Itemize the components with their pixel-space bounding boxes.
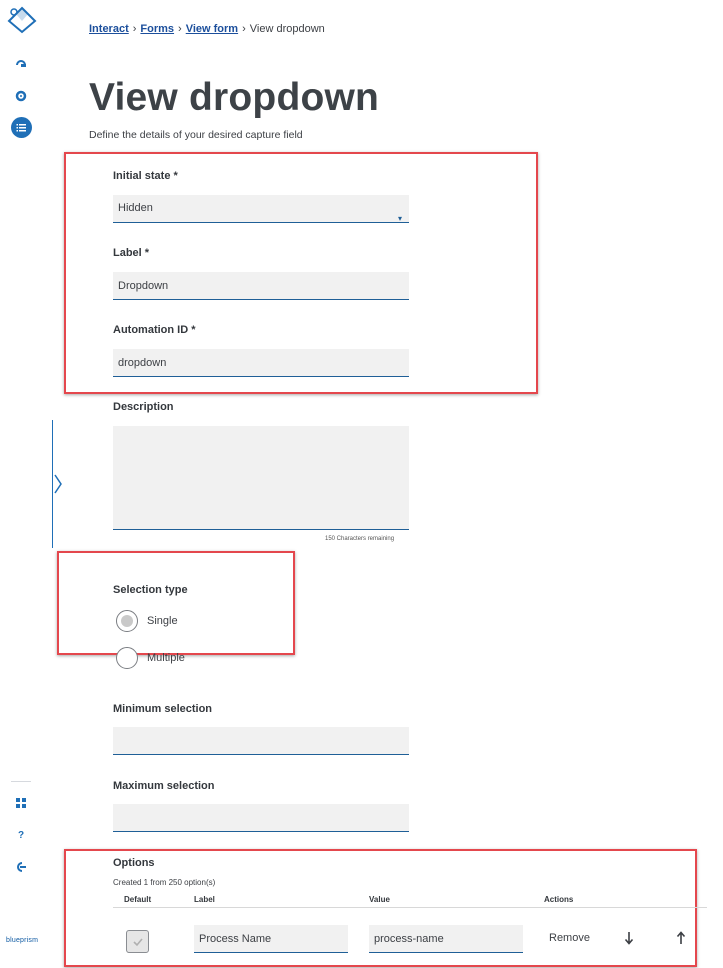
radio-multiple-label: Multiple	[147, 652, 185, 664]
maximum-selection-input[interactable]	[113, 804, 409, 832]
default-checkbox[interactable]	[126, 930, 149, 953]
radio-single[interactable]	[116, 610, 138, 632]
remove-option-button[interactable]: Remove	[549, 932, 590, 944]
logo-icon[interactable]	[6, 4, 38, 36]
initial-state-value: Hidden	[118, 202, 153, 214]
logout-icon[interactable]	[12, 858, 30, 876]
breadcrumb-view-form[interactable]: View form	[185, 23, 239, 35]
minimum-selection-label: Minimum selection	[113, 703, 213, 715]
breadcrumb-separator: ›	[132, 23, 137, 35]
page-title: View dropdown	[89, 76, 380, 119]
column-header-label: Label	[194, 895, 215, 904]
automation-id-label: Automation ID *	[113, 324, 196, 336]
column-header-default: Default	[124, 895, 152, 904]
column-header-actions: Actions	[544, 895, 574, 904]
options-heading: Options	[113, 857, 155, 869]
option-value-input[interactable]	[369, 925, 523, 953]
breadcrumb-separator: ›	[178, 23, 182, 35]
breadcrumb-interact[interactable]: Interact	[89, 23, 129, 35]
chevron-down-icon: ▾	[397, 214, 402, 223]
table-header-divider	[113, 907, 707, 908]
radio-multiple[interactable]	[116, 647, 138, 669]
label-field-label: Label *	[113, 247, 150, 259]
expand-chevron-icon[interactable]	[52, 472, 64, 496]
list-icon[interactable]	[11, 117, 32, 138]
label-input[interactable]	[113, 272, 409, 300]
checkmark-icon	[132, 936, 144, 948]
description-label: Description	[113, 401, 174, 413]
description-textarea[interactable]	[113, 426, 409, 530]
minimum-selection-input[interactable]	[113, 727, 409, 755]
highlight-box-selection	[57, 551, 295, 655]
move-up-icon[interactable]	[676, 931, 686, 950]
initial-state-select[interactable]	[113, 195, 409, 223]
sidebar	[0, 0, 42, 968]
cog-icon[interactable]	[12, 87, 30, 105]
brand-wordmark: blueprism	[6, 937, 39, 944]
forms-icon[interactable]	[12, 56, 30, 74]
selection-type-label: Selection type	[113, 584, 188, 596]
radio-single-label: Single	[147, 615, 178, 627]
help-icon[interactable]: ?	[17, 829, 25, 841]
breadcrumb-current: View dropdown	[249, 23, 325, 35]
grid-icon[interactable]	[12, 794, 30, 812]
column-header-value: Value	[369, 895, 390, 904]
option-label-input[interactable]	[194, 925, 348, 953]
move-down-icon[interactable]	[624, 931, 634, 950]
breadcrumb	[89, 23, 325, 35]
radio-selected-dot	[121, 615, 133, 627]
maximum-selection-label: Maximum selection	[113, 780, 215, 792]
initial-state-label: Initial state *	[113, 170, 178, 182]
breadcrumb-forms[interactable]: Forms	[140, 23, 175, 35]
breadcrumb-separator: ›	[242, 23, 246, 35]
page-subtitle: Define the details of your desired capture field	[89, 129, 303, 141]
sidebar-divider	[11, 781, 31, 782]
automation-id-input[interactable]	[113, 349, 409, 377]
description-counter: 150 Characters remaining	[325, 536, 395, 542]
options-count: Created 1 from 250 option(s)	[113, 878, 216, 887]
